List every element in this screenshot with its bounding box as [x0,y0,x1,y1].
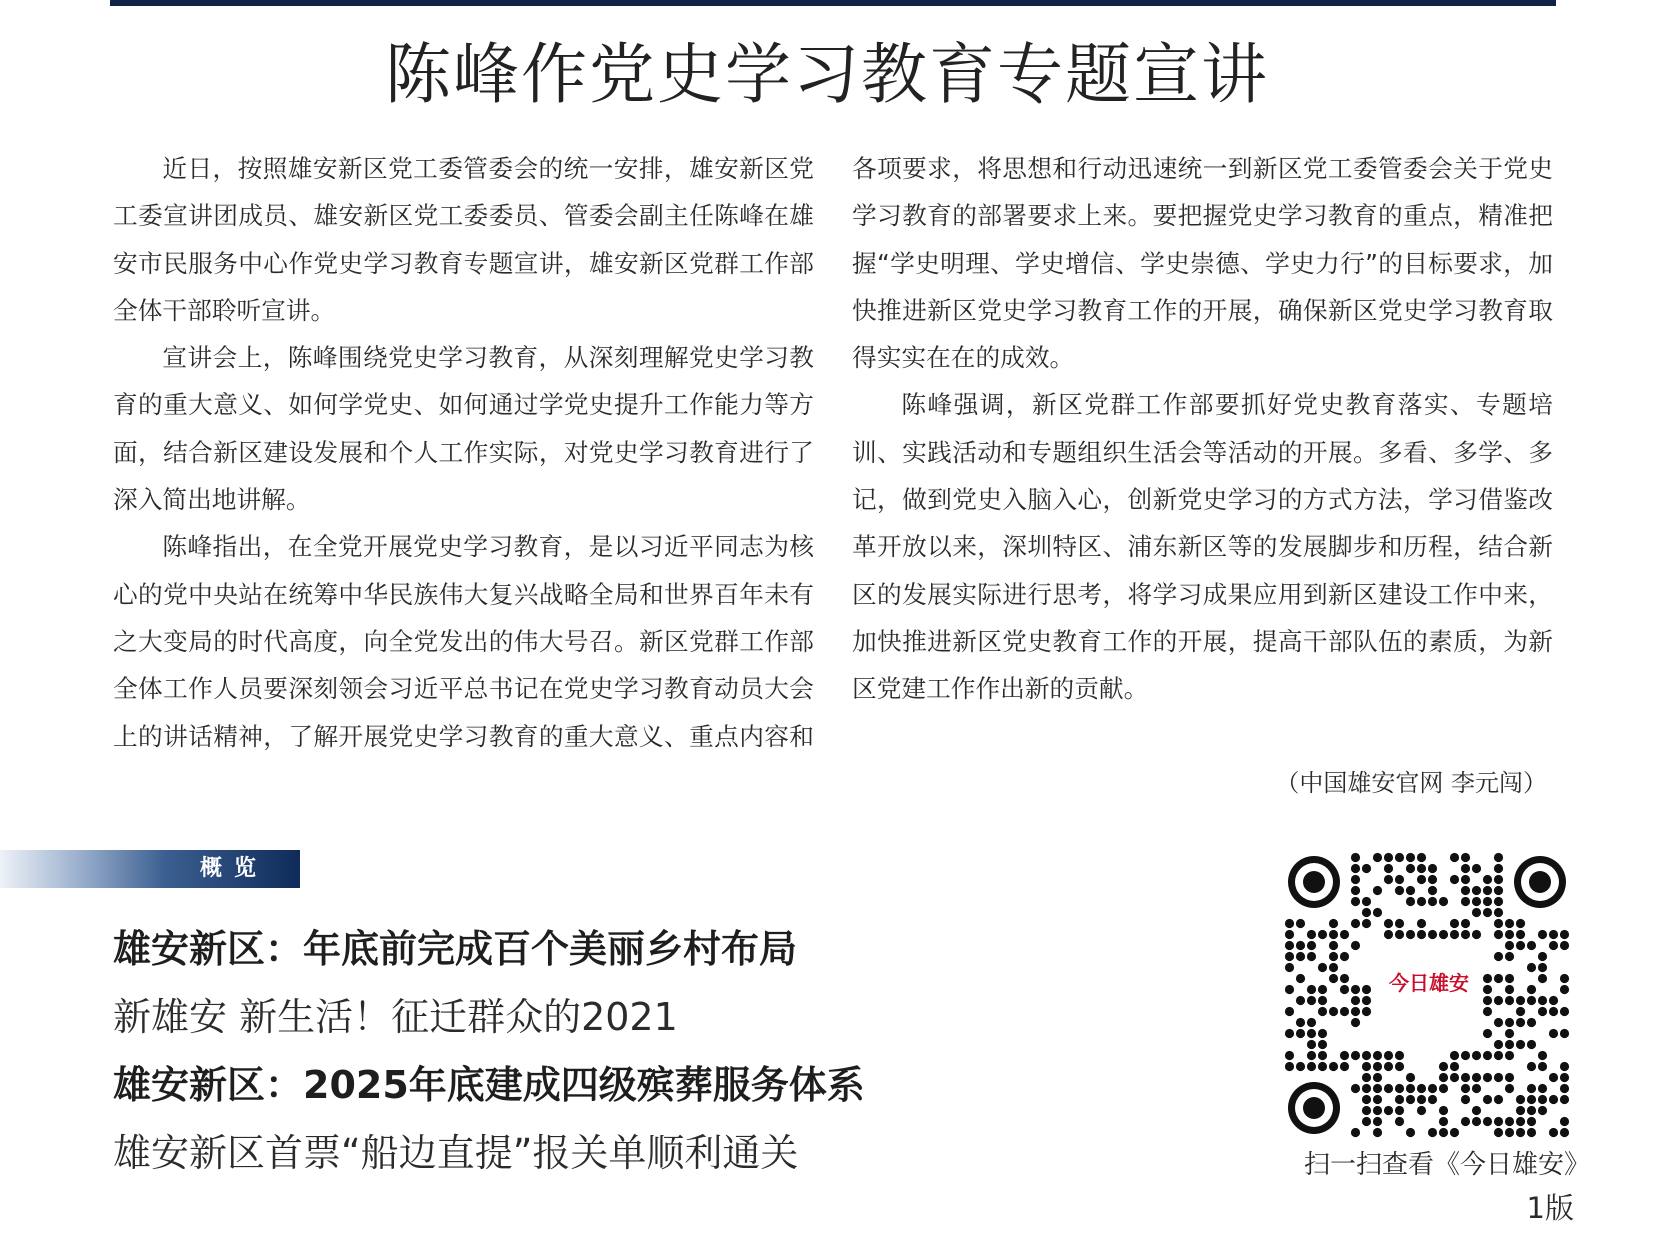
qr-module [1384,875,1393,884]
qr-code-icon[interactable] [1284,852,1570,1138]
qr-module [1472,1106,1481,1115]
qr-module [1395,1084,1404,1093]
qr-module [1516,919,1525,928]
qr-module [1505,1051,1514,1060]
qr-module [1461,919,1470,928]
qr-module [1351,1007,1360,1016]
qr-module [1505,930,1514,939]
qr-module [1285,963,1294,972]
qr-module [1395,875,1404,884]
qr-module [1483,875,1492,884]
qr-module [1527,1117,1536,1126]
qr-module [1406,886,1415,895]
qr-module [1505,974,1514,983]
qr-module [1307,1029,1316,1038]
qr-module [1373,1117,1382,1126]
qr-module [1384,930,1393,939]
overview-header-label: 概览 [200,856,269,881]
qr-module [1549,1029,1558,1038]
qr-module [1417,853,1426,862]
qr-module [1505,1018,1514,1027]
qr-module [1516,930,1525,939]
qr-module [1472,897,1481,906]
qr-module [1329,1062,1338,1071]
qr-module [1483,974,1492,983]
qr-module [1505,1073,1514,1082]
qr-module [1329,1007,1338,1016]
qr-module [1362,908,1371,917]
qr-module [1461,853,1470,862]
qr-module [1307,985,1316,994]
qr-module [1450,1128,1459,1137]
qr-module [1318,963,1327,972]
qr-module [1373,1084,1382,1093]
qr-module [1494,930,1503,939]
qr-module [1505,1084,1514,1093]
qr-module [1428,1095,1437,1104]
qr-module [1285,1029,1294,1038]
qr-module [1351,996,1360,1005]
qr-module [1285,985,1294,994]
qr-module [1472,1084,1481,1093]
qr-module [1406,1084,1415,1093]
qr-module [1461,1117,1470,1126]
qr-module [1560,1084,1569,1093]
qr-module [1461,1073,1470,1082]
qr-module [1483,1007,1492,1016]
qr-module [1351,886,1360,895]
qr-module [1384,1106,1393,1115]
qr-module [1296,1062,1305,1071]
qr-module [1527,1128,1536,1137]
qr-module [1549,1007,1558,1016]
overview-link-4[interactable]: 雄安新区首票“船边直提”报关单顺利通关 [113,1131,799,1175]
qr-module [1461,1051,1470,1060]
qr-module [1549,1128,1558,1137]
qr-module [1549,1073,1558,1082]
qr-module [1395,1117,1404,1126]
qr-module [1329,974,1338,983]
qr-module [1483,1051,1492,1060]
qr-module [1549,1095,1558,1104]
qr-module [1494,853,1503,862]
qr-module [1439,1128,1448,1137]
qr-caption: 扫一扫查看《今日雄安》 [1303,1150,1590,1180]
qr-module [1527,1084,1536,1093]
qr-module [1351,897,1360,906]
qr-module [1538,1051,1547,1060]
qr-module [1538,952,1547,961]
qr-module [1318,996,1327,1005]
qr-module [1417,1095,1426,1104]
overview-link-3[interactable]: 雄安新区：2025年底建成四级殡葬服务体系 [113,1063,865,1107]
qr-module [1351,1051,1360,1060]
qr-module [1472,864,1481,873]
qr-module [1384,1051,1393,1060]
qr-module [1494,1095,1503,1104]
qr-module [1527,1106,1536,1115]
qr-module [1461,886,1470,895]
qr-module [1560,941,1569,950]
qr-module [1318,1040,1327,1049]
qr-module [1285,919,1294,928]
qr-module [1340,974,1349,983]
qr-module [1494,1073,1503,1082]
qr-module [1527,941,1536,950]
qr-module [1450,1073,1459,1082]
qr-module [1362,985,1371,994]
qr-module [1406,864,1415,873]
qr-module [1329,941,1338,950]
qr-module [1494,952,1503,961]
qr-module [1538,1106,1547,1115]
qr-module [1362,1095,1371,1104]
qr-module [1439,930,1448,939]
article-paragraph: 陈峰强调，新区党群工作部要抓好党史教育落实、专题培训、实践活动和专题组织生活会等活动的开展。多看、多学、多记，做到党史入脑入心，创新党史学习的方式方法，学习借鉴改革开放以来，深圳特区、浦东新区等的发展脚步和历程，结合新区的发展实际进行思考，将学习成果应用到新区建设工作中来，加快推进新区党史教育工作的开展，提高干部队伍的素质，为新区党建工作作出新的贡献。 [852,390,1553,704]
overview-link-2[interactable]: 新雄安 新生活！征迁群众的2021 [113,995,678,1039]
qr-module [1538,996,1547,1005]
qr-module [1505,1117,1514,1126]
qr-module [1329,963,1338,972]
qr-module [1516,1095,1525,1104]
qr-module [1527,1018,1536,1027]
qr-module [1549,930,1558,939]
qr-module [1307,1018,1316,1027]
qr-module [1483,1117,1492,1126]
qr-module [1384,1062,1393,1071]
qr-module [1527,1040,1536,1049]
qr-module [1549,996,1558,1005]
qr-module [1483,996,1492,1005]
qr-module [1351,985,1360,994]
qr-module [1428,864,1437,873]
qr-module [1538,1007,1547,1016]
qr-module [1527,985,1536,994]
qr-module [1538,1084,1547,1093]
qr-module [1351,941,1360,950]
qr-module [1340,930,1349,939]
qr-module [1395,886,1404,895]
qr-module [1494,919,1503,928]
qr-module [1285,941,1294,950]
qr-module [1450,875,1459,884]
qr-module [1373,1073,1382,1082]
qr-module [1340,1062,1349,1071]
qr-module [1373,1128,1382,1137]
qr-module [1538,963,1547,972]
qr-module [1296,952,1305,961]
qr-module [1329,952,1338,961]
article-paragraph: 近日，按照雄安新区党工委管委会的统一安排，雄安新区党工委宣讲团成员、雄安新区党工委委员、管委会副主任陈峰在雄安市民服务中心作党史学习教育专题宣讲，雄安新区党群工作部全体干部聆听宣讲。 [113,154,814,325]
qr-module [1362,1117,1371,1126]
qr-module [1494,908,1503,917]
qr-module [1538,974,1547,983]
qr-module [1505,1040,1514,1049]
qr-module [1362,1073,1371,1082]
qr-module [1483,908,1492,917]
qr-module [1461,930,1470,939]
qr-module [1483,1095,1492,1104]
qr-module [1439,897,1448,906]
qr-module [1351,1128,1360,1137]
article-paragraph: 宣讲会上，陈峰围绕党史学习教育，从深刻理解党史学习教育的重大意义、如何学党史、如何通过学党史提升工作能力等方面，结合新区建设发展和个人工作实际，对党史学习教育进行了深入简出地讲解。 [113,343,814,515]
qr-module [1494,996,1503,1005]
qr-module [1384,919,1393,928]
qr-module [1527,996,1536,1005]
qr-logo: 今日雄安 [1379,947,1479,1015]
qr-module [1362,996,1371,1005]
qr-module [1318,985,1327,994]
qr-module [1406,1073,1415,1082]
qr-module [1307,1051,1316,1060]
qr-module [1505,919,1514,928]
qr-module [1307,941,1316,950]
qr-module [1428,1084,1437,1093]
qr-module [1439,1084,1448,1093]
qr-module [1417,1106,1426,1115]
qr-module [1439,1106,1448,1115]
qr-module [1307,930,1316,939]
qr-module [1483,897,1492,906]
qr-module [1417,930,1426,939]
qr-module [1483,1029,1492,1038]
qr-module [1461,897,1470,906]
qr-module [1483,886,1492,895]
qr-module [1329,930,1338,939]
qr-module [1560,1029,1569,1038]
qr-module [1296,974,1305,983]
qr-module [1340,1007,1349,1016]
qr-module [1461,1095,1470,1104]
qr-module [1307,996,1316,1005]
qr-module [1428,930,1437,939]
qr-module [1417,864,1426,873]
qr-module [1395,853,1404,862]
qr-module [1373,1051,1382,1060]
qr-module [1285,1007,1294,1016]
qr-module [1318,930,1327,939]
qr-module [1362,897,1371,906]
qr-module [1549,941,1558,950]
qr-module [1505,996,1514,1005]
qr-module [1505,952,1514,961]
qr-module [1472,908,1481,917]
qr-module [1406,1095,1415,1104]
qr-module [1505,941,1514,950]
qr-module [1373,853,1382,862]
qr-module [1428,1128,1437,1137]
qr-module [1395,1106,1404,1115]
qr-module [1560,1007,1569,1016]
qr-module [1340,985,1349,994]
qr-module [1395,1062,1404,1071]
qr-module [1516,1128,1525,1137]
qr-module [1527,1095,1536,1104]
qr-module [1439,1062,1448,1071]
qr-module [1384,853,1393,862]
qr-module [1516,1007,1525,1016]
qr-module [1395,930,1404,939]
qr-module [1395,1095,1404,1104]
qr-module [1450,1051,1459,1060]
qr-module [1516,1117,1525,1126]
qr-module [1494,886,1503,895]
qr-module [1362,1084,1371,1093]
qr-module [1494,1051,1503,1060]
qr-module [1296,1018,1305,1027]
qr-module [1450,1062,1459,1071]
qr-module [1395,1051,1404,1060]
qr-module [1516,1040,1525,1049]
qr-module [1340,952,1349,961]
qr-module [1505,1029,1514,1038]
qr-module [1560,974,1569,983]
qr-module [1417,897,1426,906]
qr-module [1351,875,1360,884]
qr-module [1472,1051,1481,1060]
qr-module [1560,1062,1569,1071]
qr-module [1494,1117,1503,1126]
qr-module [1318,1051,1327,1060]
overview-link-list [113,915,1193,1187]
qr-module [1472,930,1481,939]
qr-module [1329,919,1338,928]
page-title: 陈峰作党史学习教育专题宣讲 [385,36,1269,113]
qr-module [1285,952,1294,961]
qr-module [1560,930,1569,939]
qr-module [1472,886,1481,895]
qr-module [1362,1106,1371,1115]
qr-module [1494,1018,1503,1027]
qr-module [1439,1073,1448,1082]
qr-module [1340,1051,1349,1060]
qr-module [1538,1062,1547,1071]
qr-module [1417,919,1426,928]
qr-module [1373,1106,1382,1115]
qr-module [1428,875,1437,884]
qr-module [1516,941,1525,950]
qr-module [1428,897,1437,906]
qr-module [1307,952,1316,961]
qr-module [1472,1073,1481,1082]
qr-module [1505,1128,1514,1137]
qr-module [1351,919,1360,928]
qr-module [1461,864,1470,873]
qr-module [1351,1018,1360,1027]
qr-module [1296,996,1305,1005]
qr-module [1516,996,1525,1005]
qr-module [1307,1040,1316,1049]
qr-module [1439,1117,1448,1126]
qr-module [1296,941,1305,950]
qr-module [1318,1062,1327,1071]
qr-module [1450,930,1459,939]
qr-module [1560,1073,1569,1082]
qr-module [1483,985,1492,994]
qr-module [1538,930,1547,939]
qr-module [1384,1084,1393,1093]
qr-module [1494,974,1503,983]
qr-module [1472,1117,1481,1126]
qr-module [1296,919,1305,928]
qr-module [1285,1062,1294,1071]
qr-module [1351,853,1360,862]
qr-module [1395,919,1404,928]
article-body [113,145,1553,805]
qr-module [1362,864,1371,873]
qr-module [1527,963,1536,972]
qr-module [1516,1106,1525,1115]
overview-link-1[interactable]: 雄安新区：年底前完成百个美丽乡村布局 [113,927,798,971]
qr-module [1450,853,1459,862]
qr-module [1560,985,1569,994]
qr-module [1373,1095,1382,1104]
qr-module [1373,886,1382,895]
qr-module [1461,875,1470,884]
qr-module [1362,1062,1371,1071]
qr-module [1428,886,1437,895]
qr-module [1494,897,1503,906]
qr-module [1417,875,1426,884]
qr-module [1406,930,1415,939]
qr-module [1351,864,1360,873]
article-byline: （中国雄安官网 李元闯） [1275,769,1547,797]
qr-module [1505,985,1514,994]
qr-module [1384,864,1393,873]
qr-module [1318,1029,1327,1038]
article-paragraph: 陈峰指出，在全党开展党史学习教育，是以习近平同志为核心的党中央站在统筹中华民族伟大复兴战略全局和世界百年未有之大变局的时代高度，向全党发出的伟大号召。新区党群工作部全体工作人员要深刻领会习近平总书记在党史学习教育动员大会上的讲话精神，了解开展党史学习教育的重大意义、重点内容和各项要求，将思想和行动迅速统一到新区党工委管委会关于党史学习教育的部署要求上来。要把握党史学习教育的重点，精准把握“学史明理、学史增信、学史崇德、学史力行”的目标要求，加快推进新区党史学习教育工作的开展，确保新区党史学习教育取得实实在在的成效。 [113,154,1553,751]
qr-module [1494,875,1503,884]
qr-module [1483,1073,1492,1082]
qr-module [1417,1084,1426,1093]
qr-module [1560,1095,1569,1104]
qr-module [1406,853,1415,862]
qr-module [1373,908,1382,917]
qr-module [1538,1095,1547,1104]
qr-module [1362,919,1371,928]
qr-module [1296,1029,1305,1038]
qr-module [1560,1128,1569,1137]
qr-module [1461,1084,1470,1093]
qr-module [1494,864,1503,873]
qr-module [1285,930,1294,939]
qr-module [1285,1051,1294,1060]
qr-module [1527,1062,1536,1071]
qr-module [1450,919,1459,928]
qr-module [1516,1018,1525,1027]
qr-module [1373,1062,1382,1071]
qr-module [1362,1051,1371,1060]
qr-module [1406,897,1415,906]
qr-module [1406,1128,1415,1137]
qr-module [1560,1117,1569,1126]
qr-module [1307,1062,1316,1071]
qr-module [1494,1040,1503,1049]
qr-module [1318,1007,1327,1016]
top-rule [110,0,1556,6]
qr-module [1362,1007,1371,1016]
qr-caption-page: 1版 [1526,1191,1574,1225]
qr-module [1351,1084,1360,1093]
qr-module [1494,1128,1503,1137]
